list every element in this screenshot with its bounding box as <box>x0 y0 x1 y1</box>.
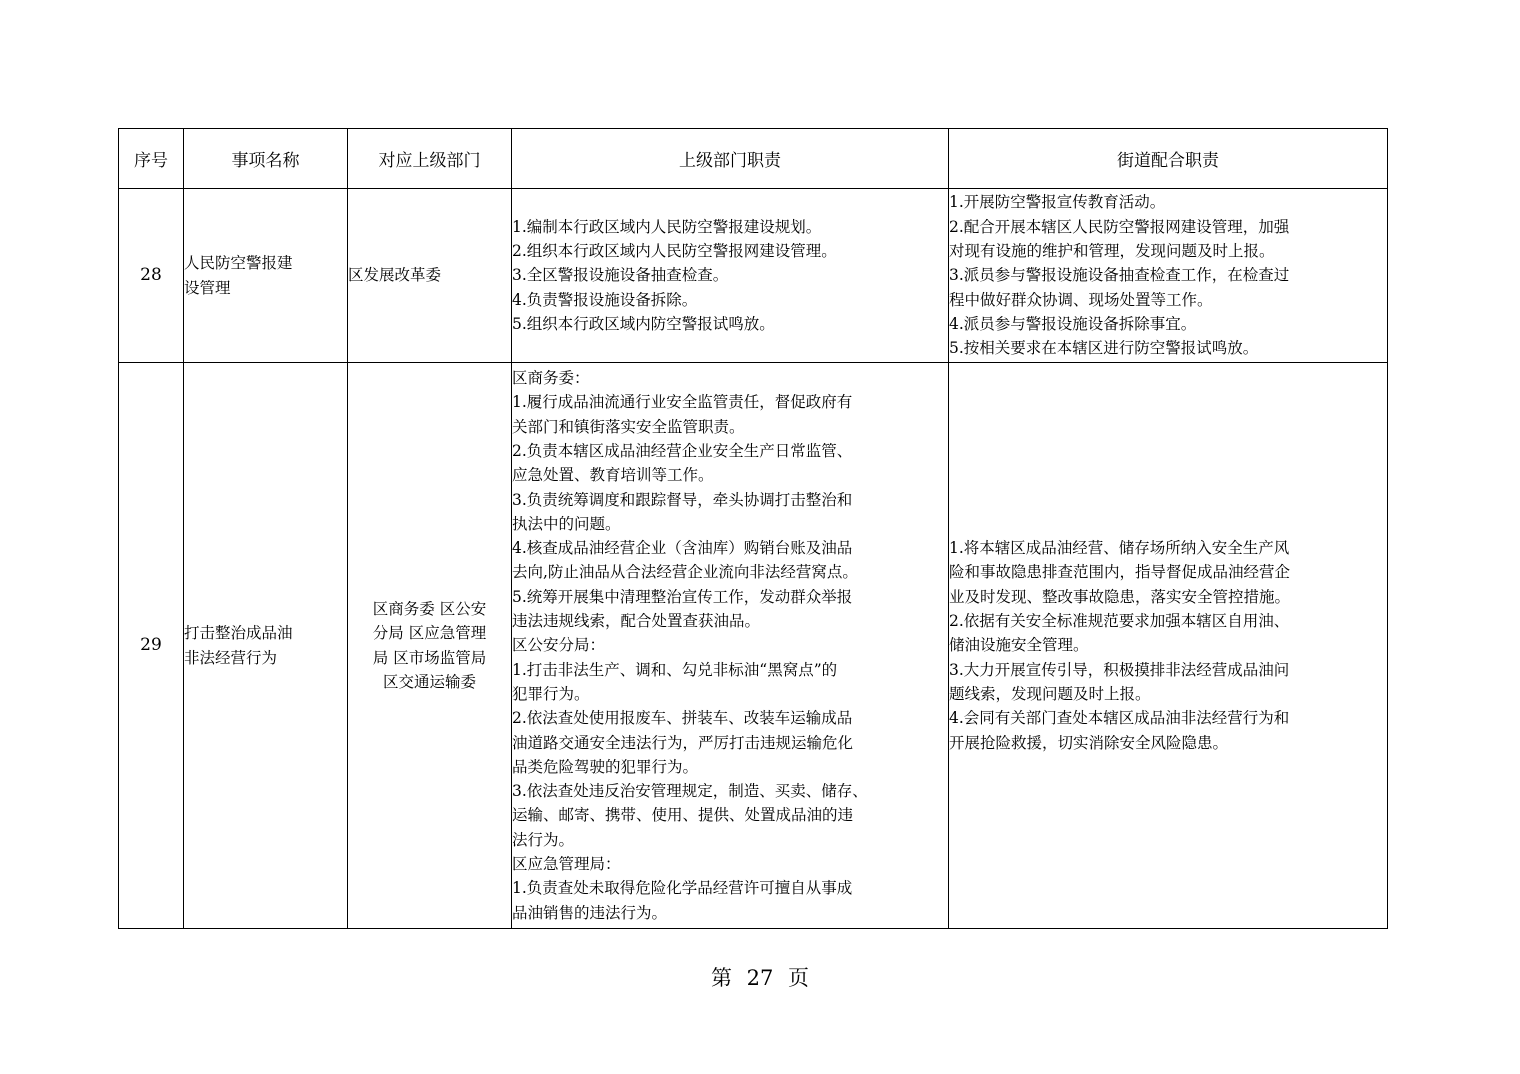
street-duty <box>949 189 1388 363</box>
text-line: 1.打击非法生产、调和、勾兑非标油“黑窝点”的 <box>512 660 838 679</box>
table-header-row <box>119 129 1388 189</box>
text-line: 3.负责统筹调度和跟踪督导，牵头协调打击整治和 <box>512 490 853 509</box>
item-name <box>184 363 348 929</box>
page-suffix: 页 <box>788 966 810 990</box>
item-name-line: 人民防空警报建 <box>184 254 293 273</box>
duty-table <box>118 128 1388 929</box>
text-line: 5.统筹开展集中清理整治宣传工作，发动群众举报 <box>512 587 853 606</box>
text-line: 1.开展防空警报宣传教育活动。 <box>949 193 1166 212</box>
item-name-line: 打击整治成品油 <box>184 624 293 643</box>
superior-duty <box>512 189 949 363</box>
text-line: 品油销售的违法行为。 <box>512 903 668 922</box>
text-line: 区应急管理局： <box>512 855 621 874</box>
text-line: 5.组织本行政区域内防空警报试鸣放。 <box>512 314 775 333</box>
text-line: 2.依法查处使用报废车、拼装车、改装车运输成品 <box>512 709 853 728</box>
header-item-name: 事项名称 <box>184 129 348 189</box>
text-line: 储油设施安全管理。 <box>949 636 1089 655</box>
text-line: 1.履行成品油流通行业安全监管责任，督促政府有 <box>512 393 853 412</box>
text-line: 4.核查成品油经营企业（含油库）购销台账及油品 <box>512 539 853 558</box>
text-line: 运输、邮寄、携带、使用、提供、处置成品油的违 <box>512 806 854 825</box>
superior-dept <box>348 363 512 929</box>
page-value: 27 <box>746 966 774 990</box>
dept-line: 区发展改革委 <box>348 266 442 285</box>
text-line: 4.会同有关部门查处本辖区成品油非法经营行为和 <box>949 709 1290 728</box>
row-number: 28 <box>119 189 184 363</box>
header-superior-dept: 对应上级部门 <box>348 129 512 189</box>
text-line: 开展抢险救援，切实消除安全风险隐患。 <box>949 733 1229 752</box>
text-line: 4.派员参与警报设施设备拆除事宜。 <box>949 314 1197 333</box>
superior-duty <box>512 363 949 929</box>
text-line: 险和事故隐患排查范围内，指导督促成品油经营企 <box>949 563 1291 582</box>
text-line: 犯罪行为。 <box>512 684 590 703</box>
text-line: 1.将本辖区成品油经营、储存场所纳入安全生产风 <box>949 539 1290 558</box>
page-number <box>0 962 1520 992</box>
header-superior-duty: 上级部门职责 <box>512 129 949 189</box>
text-line: 区公安分局： <box>512 636 606 655</box>
header-seq: 序号 <box>119 129 184 189</box>
text-line: 油道路交通安全违法行为，严厉打击违规运输危化 <box>512 733 854 752</box>
text-line: 对现有设施的维护和管理，发现问题及时上报。 <box>949 242 1275 261</box>
text-line: 3.全区警报设施设备抽查检查。 <box>512 266 729 285</box>
text-line: 执法中的问题。 <box>512 514 621 533</box>
text-line: 关部门和镇街落实安全监管职责。 <box>512 417 745 436</box>
text-line: 4.负责警报设施设备拆除。 <box>512 290 698 309</box>
page-prefix: 第 <box>710 966 732 990</box>
text-line: 3.大力开展宣传引导，积极摸排非法经营成品油问 <box>949 660 1290 679</box>
text-line: 1.负责查处未取得危险化学品经营许可擅自从事成 <box>512 879 853 898</box>
item-name-line: 非法经营行为 <box>184 648 278 667</box>
text-line: 5.按相关要求在本辖区进行防空警报试鸣放。 <box>949 339 1259 358</box>
text-line: 2.配合开展本辖区人民防空警报网建设管理，加强 <box>949 217 1290 236</box>
text-line: 品类危险驾驶的犯罪行为。 <box>512 757 699 776</box>
text-line: 应急处置、教育培训等工作。 <box>512 466 714 485</box>
text-line: 法行为。 <box>512 830 575 849</box>
text-line: 2.组织本行政区域内人民防空警报网建设管理。 <box>512 242 837 261</box>
header-street-duty: 街道配合职责 <box>949 129 1388 189</box>
table-row <box>119 363 1388 929</box>
text-line: 业及时发现、整改事故隐患，落实安全管控措施。 <box>949 587 1291 606</box>
text-line: 区商务委： <box>512 369 590 388</box>
text-line: 3.派员参与警报设施设备抽查检查工作，在检查过 <box>949 266 1290 285</box>
superior-dept <box>348 189 512 363</box>
item-name <box>184 189 348 363</box>
text-line: 1.编制本行政区域内人民防空警报建设规划。 <box>512 217 822 236</box>
text-line: 违法违规线索，配合处置查获油品。 <box>512 612 761 631</box>
text-line: 题线索，发现问题及时上报。 <box>949 684 1151 703</box>
dept-line: 区交通运输委 <box>382 672 476 691</box>
text-line: 程中做好群众协调、现场处置等工作。 <box>949 290 1213 309</box>
text-line: 3.依法查处违反治安管理规定，制造、买卖、储存、 <box>512 782 868 801</box>
dept-line: 局 区市场监管局 <box>372 648 487 667</box>
item-name-line: 设管理 <box>184 278 231 297</box>
text-line: 2.依据有关安全标准规范要求加强本辖区自用油、 <box>949 612 1290 631</box>
dept-line: 区商务委 区公安 <box>372 599 487 618</box>
row-number: 29 <box>119 363 184 929</box>
dept-line: 分局 区应急管理 <box>372 624 487 643</box>
table-row <box>119 189 1388 363</box>
text-line: 去向,防止油品从合法经营企业流向非法经营窝点。 <box>512 563 858 582</box>
text-line: 2.负责本辖区成品油经营企业安全生产日常监管、 <box>512 441 853 460</box>
street-duty <box>949 363 1388 929</box>
